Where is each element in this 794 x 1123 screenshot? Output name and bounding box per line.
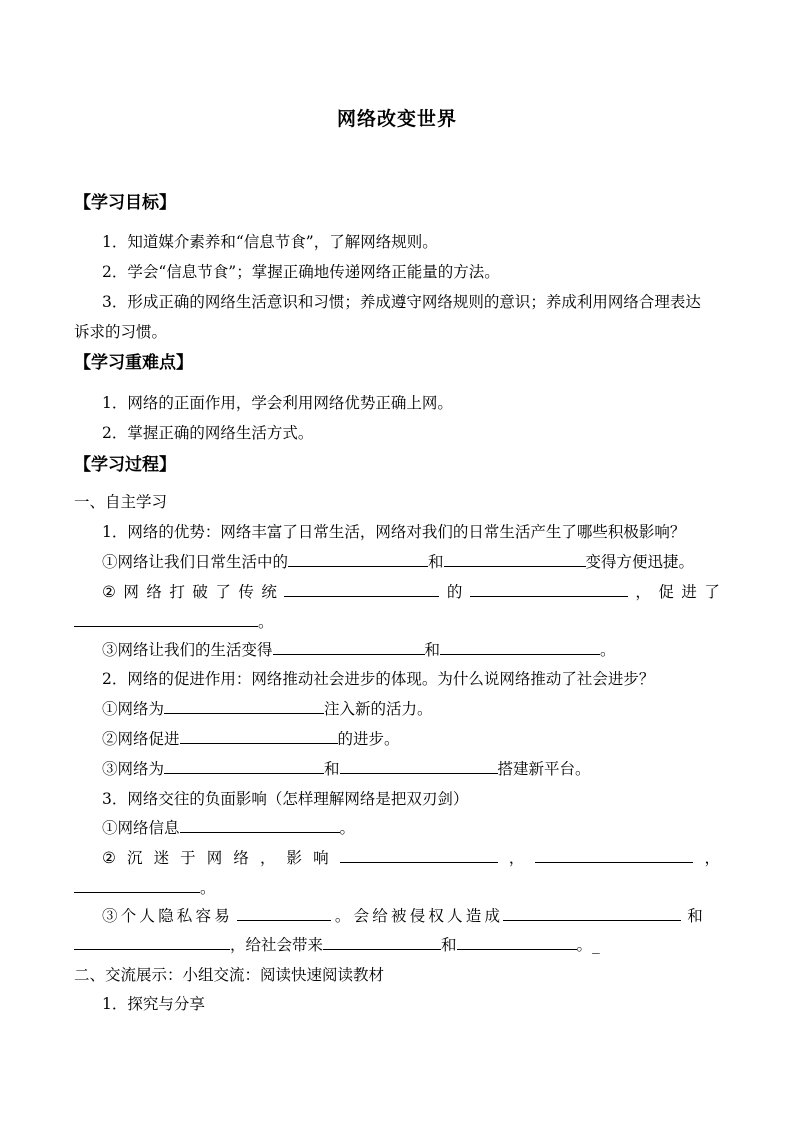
q3b-comma: ， <box>508 849 525 867</box>
part2-item-1: 1．探究与分享 <box>102 995 205 1013</box>
q3c-mid: 。会给被侵权人造成 <box>334 907 504 925</box>
blank-field[interactable] <box>470 580 628 597</box>
q3b-char: 响 <box>313 849 329 867</box>
q1c-suffix: 。 <box>600 641 616 659</box>
blank-field[interactable] <box>535 846 693 863</box>
blank-field[interactable] <box>164 697 324 714</box>
goal-3-cont: 诉求的习惯。 <box>74 323 168 341</box>
blank-field[interactable] <box>164 757 324 774</box>
q3c-prefix: ③个人隐私容易 <box>102 907 233 925</box>
goal-3: 3．形成正确的网络生活意识和习惯；养成遵守网络规则的意识；养成利用网络合理表达 <box>102 293 701 311</box>
q1b-char: 进 <box>681 583 697 601</box>
q3b-line <box>102 846 720 870</box>
goal-1: 1．知道媒介素养和“信息节食”，了解网络规则。 <box>102 233 438 251</box>
q1b-char: 促 <box>658 583 674 601</box>
blank-field[interactable] <box>284 580 439 597</box>
q2c-mid: 和 <box>324 760 340 778</box>
q3c-and: 和 <box>687 907 706 925</box>
q3b-char: 影 <box>286 849 303 867</box>
q1c-line <box>102 638 616 662</box>
q1b-char: 传 <box>238 583 254 601</box>
q2a-suffix: 注入新的活力。 <box>324 700 433 718</box>
blank-field[interactable] <box>74 876 200 893</box>
q3b-char: 络 <box>233 849 249 867</box>
q1b-char: 了 <box>704 583 720 601</box>
q3b-char: 于 <box>180 849 196 867</box>
q1b-char: 统 <box>261 583 277 601</box>
q2c-prefix: ③网络为 <box>102 760 165 778</box>
key-point-1: 1．网络的正面作用，学会利用网络优势正确上网。 <box>102 394 453 412</box>
q1b-char: 破 <box>192 583 208 601</box>
q1b-char: 络 <box>146 583 162 601</box>
q2b-suffix: 的进步。 <box>337 730 400 748</box>
blank-field[interactable] <box>288 550 428 567</box>
q3a-line <box>102 816 355 840</box>
q3a-prefix: ①网络信息 <box>102 819 180 837</box>
page-title: 网络改变世界 <box>336 108 457 130</box>
blank-field[interactable] <box>180 816 340 833</box>
q2b-prefix: ②网络促进 <box>102 730 180 748</box>
q1c-prefix: ③网络让我们的生活变得 <box>102 641 273 659</box>
blank-field[interactable] <box>323 933 441 950</box>
blank-field[interactable] <box>340 846 498 863</box>
q3b-char: ② <box>102 849 116 867</box>
blank-field[interactable] <box>457 933 577 950</box>
q3c-cont-line <box>74 933 600 957</box>
question-2: 2．网络的促进作用：网络推动社会进步的体现。为什么说网络推动了社会进步？ <box>102 670 655 688</box>
q1b-char: ② <box>102 583 116 601</box>
goals-heading: 【学习目标】 <box>74 193 176 213</box>
q1b-char: ， <box>635 583 651 601</box>
q1a-prefix: ①网络让我们日常生活中的 <box>102 553 289 571</box>
process-heading: 【学习过程】 <box>74 455 176 475</box>
q3b-char: 迷 <box>153 849 170 867</box>
q3c-line <box>102 904 706 928</box>
blank-field[interactable] <box>237 904 331 921</box>
q3b-char: ， <box>259 849 276 867</box>
blank-field[interactable] <box>273 638 425 655</box>
q3b-cont-line <box>74 876 216 900</box>
q1b-mid: 的 <box>446 583 463 601</box>
q3c2-and: 和 <box>441 936 457 954</box>
q1b-cont-line <box>74 610 274 634</box>
q2a-line <box>102 697 433 721</box>
q1b-char: 网 <box>123 583 139 601</box>
blank-field[interactable] <box>340 757 498 774</box>
q1b-char: 了 <box>215 583 231 601</box>
q1b-tail: 。 <box>258 613 274 631</box>
q1b-char: 打 <box>169 583 185 601</box>
key-point-2: 2．掌握正确的网络生活方式。 <box>102 424 314 442</box>
q3b-char: 沉 <box>126 849 143 867</box>
q1b-line <box>102 580 720 604</box>
blank-field[interactable] <box>74 610 258 627</box>
q3c2-suffix: 。_ <box>576 936 600 954</box>
q2c-suffix: 搭建新平台。 <box>497 760 591 778</box>
q3c2-mid: ，给社会带来 <box>230 936 324 954</box>
part1-heading: 一、自主学习 <box>74 493 168 511</box>
blank-field[interactable] <box>503 904 681 921</box>
q2b-line <box>102 727 400 751</box>
goal-2: 2．学会“信息节食”；掌握正确地传递网络正能量的方法。 <box>102 263 500 281</box>
q1a-mid: 和 <box>428 553 444 571</box>
q3b-char: 网 <box>206 849 223 867</box>
part2-heading: 二、交流展示：小组交流：阅读快速阅读教材 <box>74 966 385 984</box>
question-1: 1．网络的优势：网络丰富了日常生活，网络对我们的日常生活产生了哪些积极影响？ <box>102 523 686 541</box>
q3a-suffix: 。 <box>339 819 356 837</box>
blank-field[interactable] <box>74 933 230 950</box>
blank-field[interactable] <box>440 638 600 655</box>
key-points-heading: 【学习重难点】 <box>74 353 193 373</box>
q2c-line <box>102 757 591 781</box>
q1c-mid: 和 <box>424 641 441 659</box>
q1a-suffix: 变得方便迅捷。 <box>585 553 695 571</box>
q3b-comma: ， <box>704 849 720 867</box>
blank-field[interactable] <box>444 550 586 567</box>
q3b-tail: 。 <box>200 879 216 897</box>
question-3: 3．网络交往的负面影响（怎样理解网络是把双刃剑） <box>102 790 469 808</box>
blank-field[interactable] <box>180 727 338 744</box>
q2a-prefix: ①网络为 <box>102 700 165 718</box>
q1a-line <box>102 550 694 574</box>
